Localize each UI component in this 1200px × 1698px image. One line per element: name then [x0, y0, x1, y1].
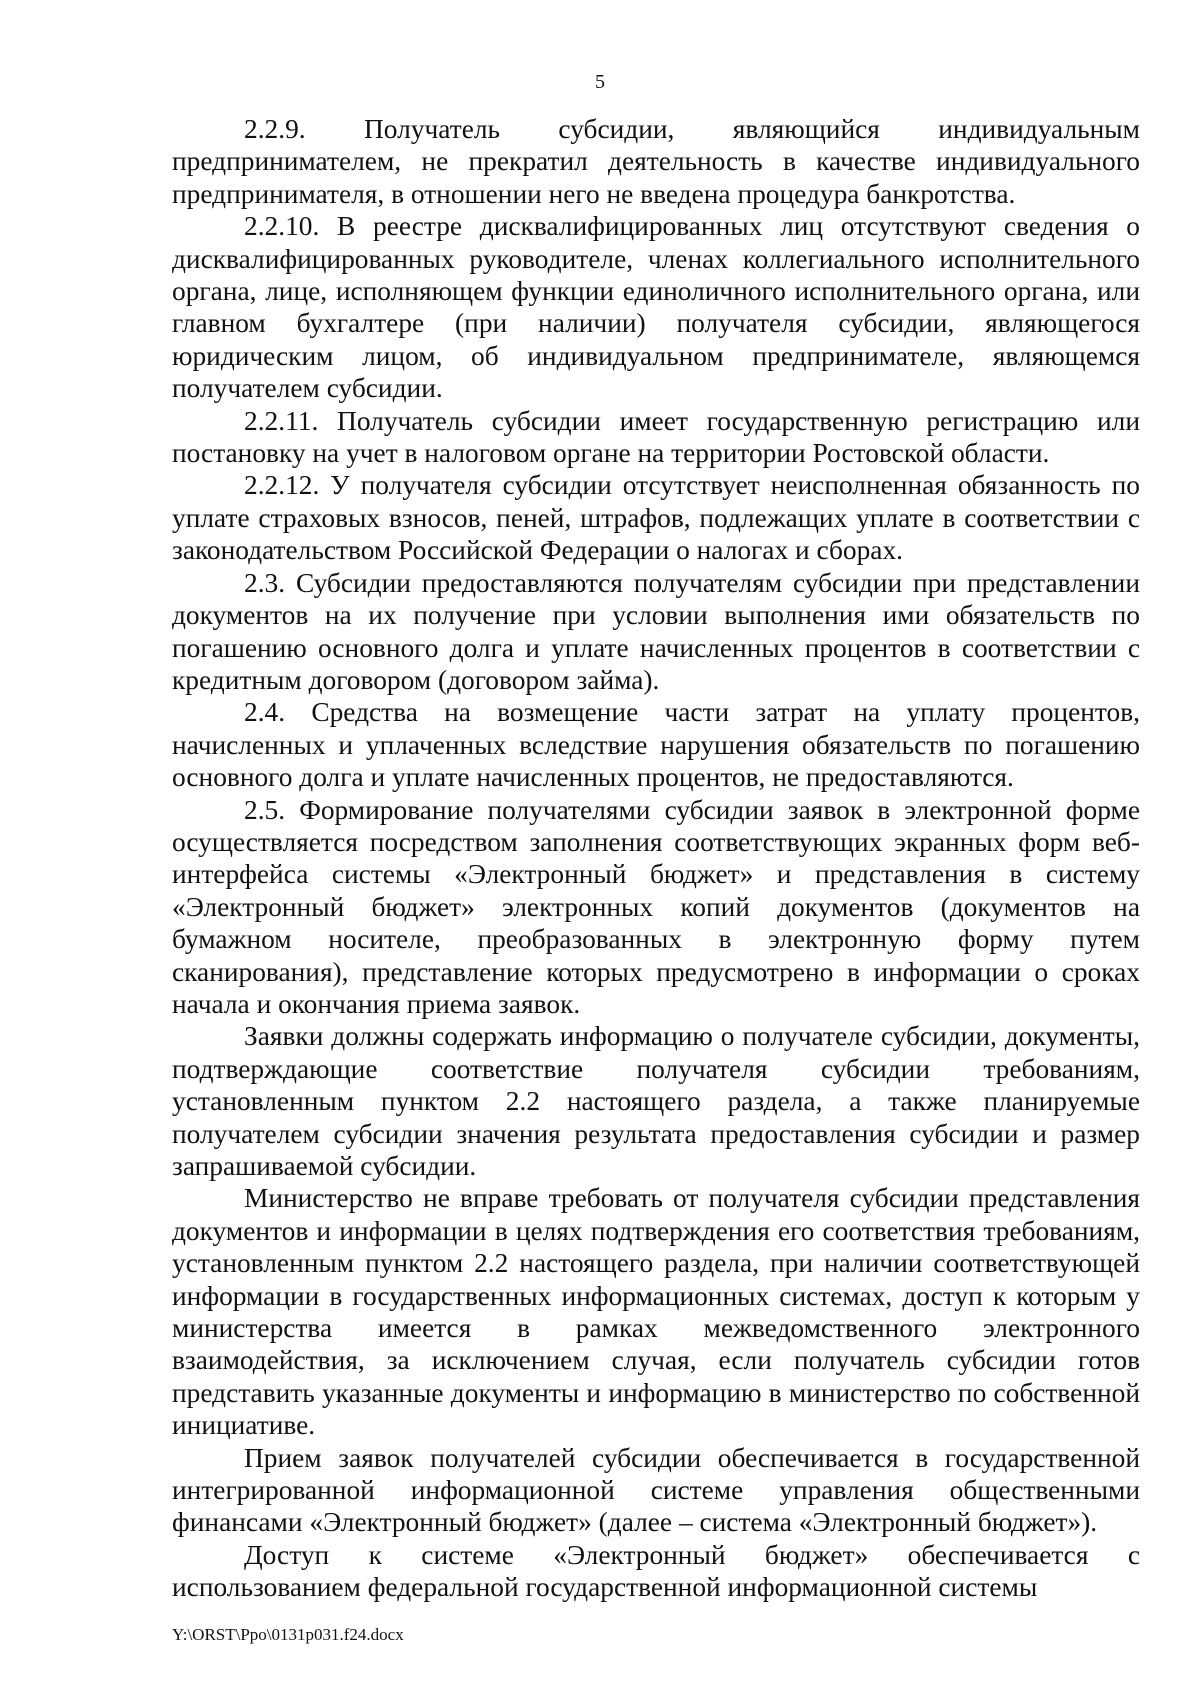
- paragraph-2-2-12: 2.2.12. У получателя субсидии отсутствует неисполненная обязанность по уплате страховых взносов, пеней, штрафов, подлежащих уплате в соответствии с законодательством Российской Федерации о налогах и сборах.: [172, 470, 1140, 566]
- paragraph-2-2-10: 2.2.10. В реестре дисквалифицированных лиц отсутствуют сведения о дисквалифицированных руководителе, членах коллегиального исполнительного органа, лице, исполняющем функции единоличного исполнительного органа, или главном бухгалтере (при наличии) получателя субсидии, являющегося юридическим лицом, об индивидуальном предпринимателе, являющемся получателем субсидии.: [172, 211, 1140, 404]
- paragraph-2-5: 2.5. Формирование получателями субсидии заявок в электронной форме осуществляется посредством заполнения соответствующих экранных форм веб-интерфейса системы «Электронный бюджет» и представления в систему «Электронный бюджет» электронных копий документов (документов на бумажном носителе, преобразованных в электронную форму путем сканирования), представление которых предусмотрено в информации о сроках начала и окончания приема заявок.: [172, 794, 1140, 1019]
- footer-file-path: Y:\ORST\Ppo\0131p031.f24.docx: [172, 1625, 404, 1644]
- document-body: [172, 113, 1140, 1604]
- paragraph-2-3: 2.3. Субсидии предоставляются получателям субсидии при представлении документов на их получение при условии выполнения ими обязательств по погашению основного долга и уплате начисленных процентов в соответствии с кредитным договором (договором займа).: [172, 567, 1140, 695]
- paragraph-system-access: Доступ к системе «Электронный бюджет» обеспечивается с использованием федеральной государственной информационной системы: [172, 1539, 1140, 1603]
- paragraph-applications-acceptance: Прием заявок получателей субсидии обеспечивается в государственной интегрированной информационной системе управления общественными финансами «Электронный бюджет» (далее – система «Электронный бюджет»).: [172, 1442, 1140, 1538]
- paragraph-2-2-11: 2.2.11. Получатель субсидии имеет государственную регистрацию или постановку на учет в налоговом органе на территории Ростовской области.: [172, 405, 1140, 469]
- paragraph-2-4: 2.4. Средства на возмещение части затрат на уплату процентов, начисленных и уплаченных вследствие нарушения обязательств по погашению основного долга и уплате начисленных процентов, не предоставляются.: [172, 697, 1140, 793]
- page-number: 5: [595, 71, 605, 93]
- paragraph-applications-content: Заявки должны содержать информацию о получателе субсидии, документы, подтверждающие соответствие получателя субсидии требованиям, установленным пунктом 2.2 настоящего раздела, а также планируемые получателем субсидии значения результата предоставления субсидии и размер запрашиваемой субсидии.: [172, 1021, 1140, 1181]
- paragraph-ministry-requirements: Министерство не вправе требовать от получателя субсидии представления документов и информации в целях подтверждения его соответствия требованиям, установленным пунктом 2.2 настоящего раздела, при наличии соответствующей информации в государственных информационных системах, доступ к которым у министерства имеется в рамках межведомственного электронного взаимодействия, за исключением случая, если получатель субсидии готов представить указанные документы и информацию в министерство по собственной инициативе.: [172, 1183, 1140, 1441]
- paragraph-2-2-9: 2.2.9. Получатель субсидии, являющийся индивидуальным предпринимателем, не прекратил деятельность в качестве индивидуального предпринимателя, в отношении него не введена процедура банкротства.: [172, 114, 1140, 209]
